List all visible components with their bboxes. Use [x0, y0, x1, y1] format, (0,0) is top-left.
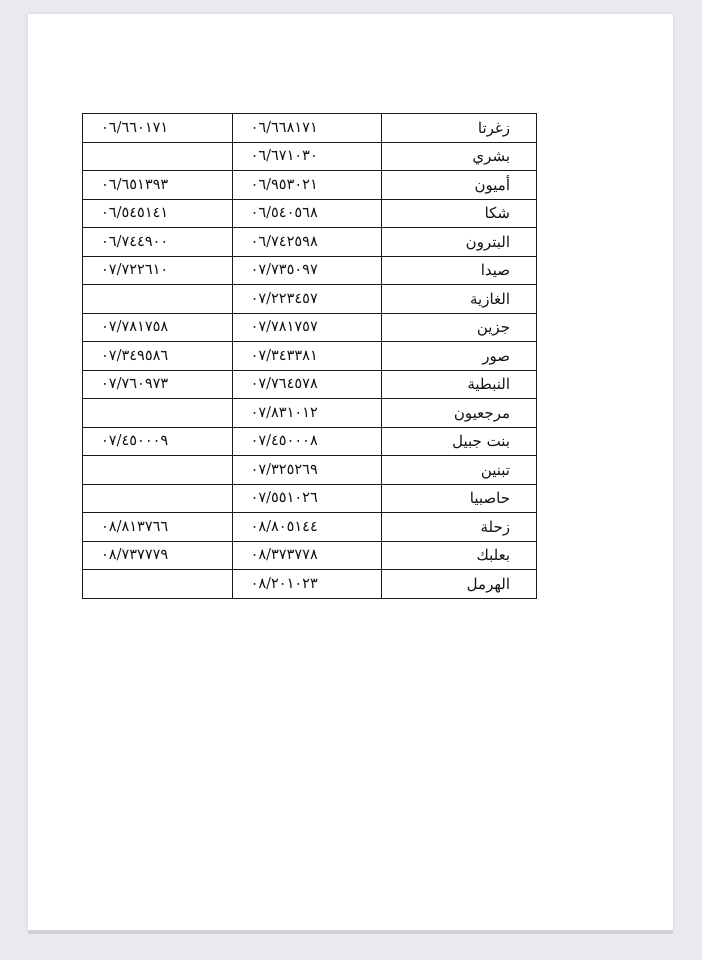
secondary-phone-cell: [83, 399, 233, 428]
primary-phone-cell: ٠٨/٢٠١٠٢٣: [232, 570, 382, 599]
table-row: [83, 513, 537, 542]
table-row: [83, 228, 537, 257]
primary-phone-cell: ٠٧/٨٣١٠١٢: [232, 399, 382, 428]
district-name-cell: زحلة: [382, 513, 537, 542]
table-row: [83, 342, 537, 371]
secondary-phone-cell: ٠٧/٤٥٠٠٠٩: [83, 427, 233, 456]
district-name-cell: بنت جبيل: [382, 427, 537, 456]
primary-phone-cell: ٠٧/٧٦٤٥٧٨: [232, 370, 382, 399]
table-row: [83, 313, 537, 342]
secondary-phone-cell: ٠٨/٨١٣٧٦٦: [83, 513, 233, 542]
table-row: [83, 456, 537, 485]
district-name-cell: الهرمل: [382, 570, 537, 599]
secondary-phone-cell: [83, 570, 233, 599]
district-name-cell: الغازية: [382, 285, 537, 314]
secondary-phone-cell: ٠٦/٧٤٤٩٠٠: [83, 228, 233, 257]
primary-phone-cell: ٠٧/٥٥١٠٢٦: [232, 484, 382, 513]
primary-phone-cell: ٠٧/٧٣٥٠٩٧: [232, 256, 382, 285]
secondary-phone-cell: ٠٦/٥٤٥١٤١: [83, 199, 233, 228]
district-name-cell: مرجعيون: [382, 399, 537, 428]
district-name-cell: صور: [382, 342, 537, 371]
primary-phone-cell: ٠٦/٥٤٠٥٦٨: [232, 199, 382, 228]
district-name-cell: تبنين: [382, 456, 537, 485]
primary-phone-cell: ٠٦/٩٥٣٠٢١: [232, 171, 382, 200]
table-row: [83, 285, 537, 314]
table-row: [83, 142, 537, 171]
district-name-cell: زغرتا: [382, 114, 537, 143]
district-name-cell: بشري: [382, 142, 537, 171]
primary-phone-cell: ٠٦/٧٤٢٥٩٨: [232, 228, 382, 257]
primary-phone-cell: ٠٨/٣٧٣٧٧٨: [232, 541, 382, 570]
district-name-cell: البترون: [382, 228, 537, 257]
table-body: [83, 114, 537, 599]
district-name-cell: النبطية: [382, 370, 537, 399]
secondary-phone-cell: ٠٧/٧٢٢٦١٠: [83, 256, 233, 285]
page-shadow-edge: [28, 930, 673, 934]
phone-directory-table: [82, 113, 537, 599]
secondary-phone-cell: ٠٧/٧٨١٧٥٨: [83, 313, 233, 342]
secondary-phone-cell: ٠٦/٦٦٠١٧١: [83, 114, 233, 143]
table-row: [83, 427, 537, 456]
secondary-phone-cell: [83, 142, 233, 171]
district-name-cell: شكا: [382, 199, 537, 228]
primary-phone-cell: ٠٧/٣٢٥٢٦٩: [232, 456, 382, 485]
table-row: [83, 199, 537, 228]
secondary-phone-cell: [83, 456, 233, 485]
secondary-phone-cell: ٠٨/٧٣٧٧٧٩: [83, 541, 233, 570]
district-name-cell: بعلبك: [382, 541, 537, 570]
primary-phone-cell: ٠٦/٦٦٨١٧١: [232, 114, 382, 143]
secondary-phone-cell: ٠٦/٦٥١٣٩٣: [83, 171, 233, 200]
secondary-phone-cell: [83, 484, 233, 513]
table-row: [83, 114, 537, 143]
district-name-cell: أميون: [382, 171, 537, 200]
primary-phone-cell: ٠٧/٤٥٠٠٠٨: [232, 427, 382, 456]
table-row: [83, 541, 537, 570]
table-row: [83, 570, 537, 599]
table-row: [83, 256, 537, 285]
primary-phone-cell: ٠٦/٦٧١٠٣٠: [232, 142, 382, 171]
district-name-cell: حاصبيا: [382, 484, 537, 513]
table-row: [83, 399, 537, 428]
table-row: [83, 484, 537, 513]
primary-phone-cell: ٠٧/٣٤٣٣٨١: [232, 342, 382, 371]
primary-phone-cell: ٠٧/٢٢٣٤٥٧: [232, 285, 382, 314]
primary-phone-cell: ٠٨/٨٠٥١٤٤: [232, 513, 382, 542]
secondary-phone-cell: ٠٧/٣٤٩٥٨٦: [83, 342, 233, 371]
district-name-cell: صيدا: [382, 256, 537, 285]
secondary-phone-cell: ٠٧/٧٦٠٩٧٣: [83, 370, 233, 399]
table-row: [83, 370, 537, 399]
primary-phone-cell: ٠٧/٧٨١٧٥٧: [232, 313, 382, 342]
secondary-phone-cell: [83, 285, 233, 314]
district-name-cell: جزين: [382, 313, 537, 342]
table-row: [83, 171, 537, 200]
